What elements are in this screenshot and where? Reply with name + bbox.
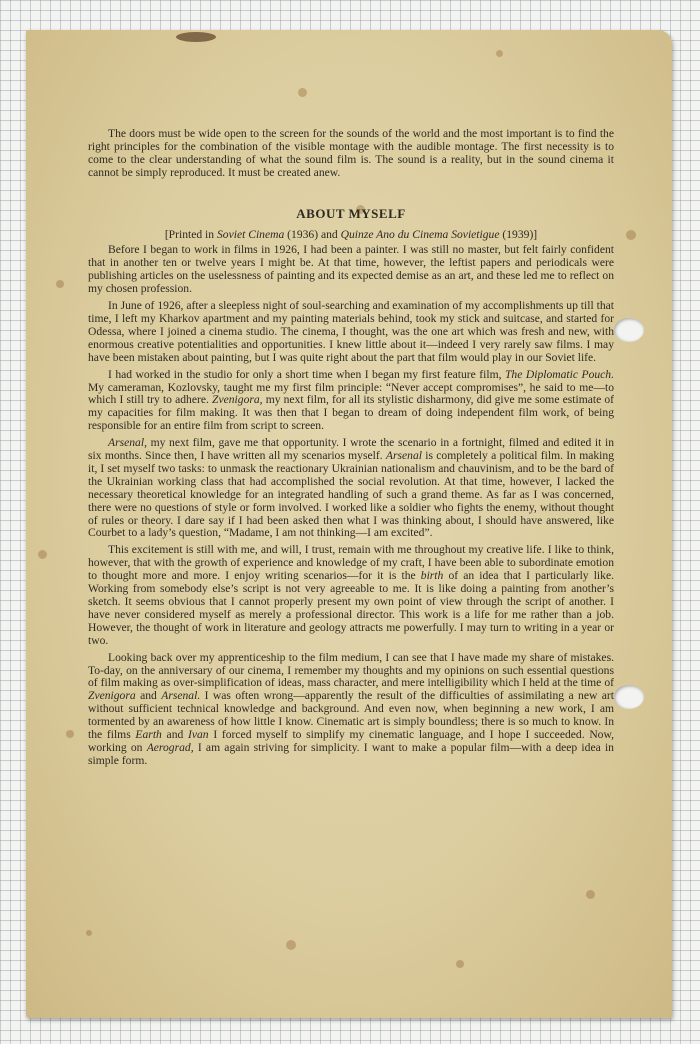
stain [56, 280, 64, 288]
stain [86, 930, 92, 936]
punch-hole [614, 318, 644, 342]
stain [298, 88, 307, 97]
stain [586, 890, 595, 899]
source-note: [Printed in Soviet Cinema (1936) and Quinze Ano du Cinema Sovietigue (1939)] [164, 227, 538, 241]
paragraph-2: In June of 1926, after a sleepless night of soul-searching and examination of my accomplishments up till that time, I left my Kharkov apartment and my painting materials behind, took my stick and suitcase, and started for Odessa, where I joined a cinema studio. The cinema, I thought, was the one art which was fresh and new, with enormous creative potentialities and opportunities. I knew little about it—indeed I very rarely saw films. I may have been mistaken about painting, but I was quite right about the part that film would play in our Soviet life. [88, 299, 614, 364]
stain [286, 940, 296, 950]
section-title: ABOUT MYSELF [296, 205, 406, 221]
intro-paragraph: The doors must be wide open to the screen for the sounds of the world and the most important is to find the right principles for the combination of the visible montage with the audible montage. The first necessity is to come to the clear understanding of what the sound film is. The sound is a reality, but in the sound cinema it cannot be simply reproduced. It must be created anew. [88, 127, 614, 179]
stain [496, 50, 503, 57]
punch-hole [614, 685, 644, 709]
stain [176, 32, 216, 42]
stain [38, 550, 47, 559]
paragraph-3: I had worked in the studio for only a short time when I began my first feature film, The Diplomatic Pouch. My cameraman, Kozlovsky, taught me my first film principle: “Never accept compromises”, he said to me—to which I still try to adhere. Zvenigora, my next film, for all its stylistic disharmony, did give me some estimate of my capacities for film making. It was then that I began to dream of doing independent film work, of being responsible for an entire film from script to screen. [88, 367, 614, 433]
paragraph-4: Arsenal, my next film, gave me that opportunity. I wrote the scenario in a fortnight, filmed and edited it in six months. Since then, I have written all my scenarios myself. Arsenal is completely a political film. In making it, I set myself two tasks: to unmask the reactionary Ukrainian nationalism and chauvinism, and to be the bard of the Ukrainian working class that had accomplished the social revolution. At that time, however, I lacked the necessary theoretical knowledge for an integrated handling of such a grand theme. As far as I was concerned, there were no questions of style or form involved. I worked like a soldier who fights the enemy, without thought of rules or theory. I dare say if I had been asked then what I was thinking about, I should have answered, like Courbet to a lady’s question, “Madame, I am not thinking—I am excited”. [88, 436, 614, 540]
document-text [88, 128, 614, 772]
paper-sheet [26, 30, 672, 1018]
stain [626, 230, 636, 240]
stain [66, 730, 74, 738]
paragraph-1: Before I began to work in films in 1926, I had been a painter. I was still no master, but felt fairly confident that in another ten or twelve years I might be. At that time, however, the leftist papers and periodicals were publishing articles on the uselessness of painting and its expected demise as an art, and these led me to reflect on my chosen profession. [88, 243, 614, 296]
paragraph-5: This excitement is still with me, and will, I trust, remain with me throughout my creative life. I like to think, however, that with the growth of experience and knowledge of my craft, I have been able to subordinate emotion to thought more and more. I enjoy writing scenarios—for it is the birth of an idea that I particularly like. Working from somebody else’s script is not very agreeable to me. It is like doing a painting from another’s sketch. It seems obvious that I cannot properly present my own point of view through the script of another. I have never considered myself as merely a professional director. This work is a life for me rather than a job. However, the thought of work in literature and geology attracts me powerfully. I may turn to writing in a year or two. [88, 543, 614, 647]
stain [456, 960, 464, 968]
paragraph-6: Looking back over my apprenticeship to the film medium, I can see that I have made my share of mistakes. To-day, on the anniversary of our cinema, I remember my thoughts and my opinions on such essential questions of film making as over-simplification of ideas, mass character, and mere intelligibility which I held at the time of Zvenigora and Arsenal. I was often wrong—apparently the result of the difficulties of assimilating a new art without sufficient technical knowledge and background. And even now, when beginning a new work, I am tormented by an awareness of how little I know. Cinematic art is simply boundless; there is so much to know. In the films Earth and Ivan I forced myself to simplify my cinematic language, and I hope I succeeded. Now, working on Aerograd, I am again striving for simplicity. I want to make a popular film—with a deep idea in simple form. [88, 650, 615, 767]
